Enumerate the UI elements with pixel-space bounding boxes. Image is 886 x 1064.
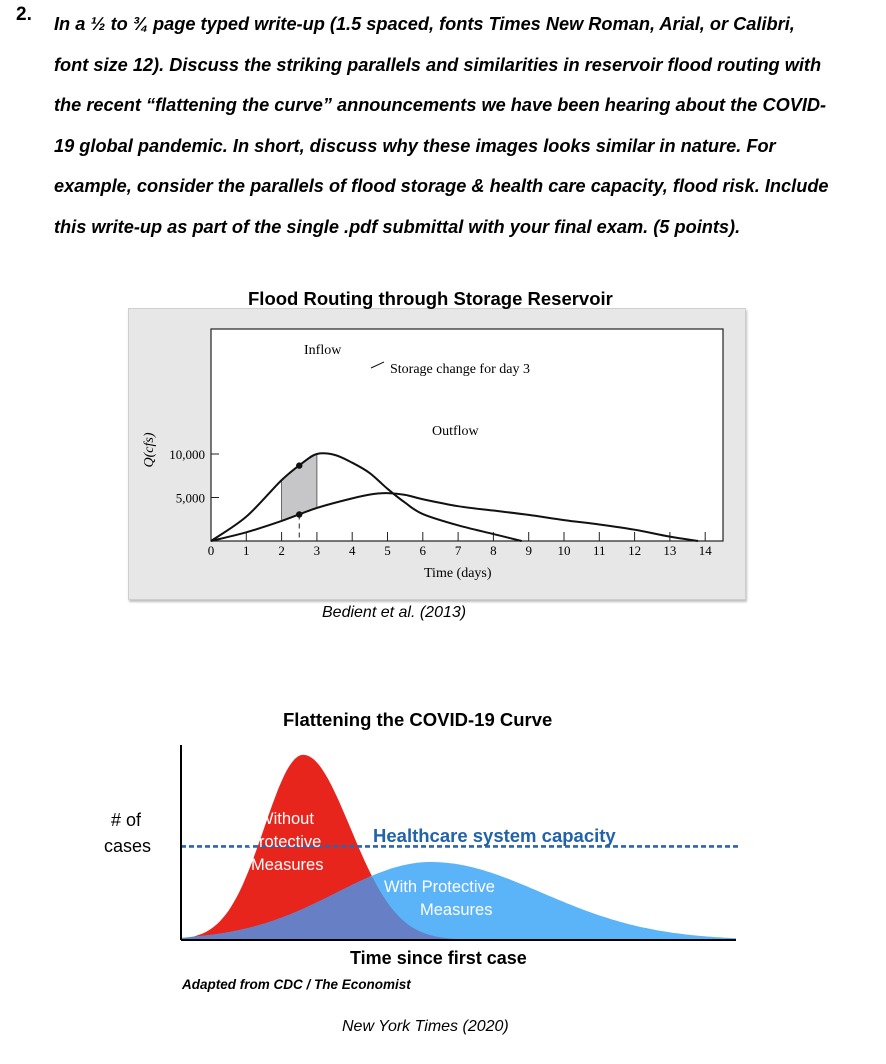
- x-tick-label: 12: [628, 543, 642, 558]
- x-tick-label: 14: [698, 543, 712, 558]
- x-tick-label: 10: [557, 543, 571, 558]
- inflow-marker: [296, 462, 302, 468]
- x-tick-label: 0: [207, 543, 215, 558]
- question-line: In a ½ to ¾ page typed write-up (1.5 spaced, fonts Times New Roman, Arial, or Calibri,: [54, 14, 795, 34]
- question-line: font size 12). Discuss the striking parallels and similarities in reservoir flood routing with: [54, 54, 822, 75]
- capacity-label: Healthcare system capacity: [373, 825, 616, 846]
- x-tick-label: 7: [454, 543, 462, 558]
- question-text: [54, 4, 874, 247]
- x-tick-label: 8: [490, 543, 497, 558]
- x-tick-label: 4: [348, 543, 356, 558]
- outflow-marker: [296, 511, 302, 517]
- without-measures-label: Without: [258, 810, 314, 828]
- figure2-citation: New York Times (2020): [342, 1018, 509, 1035]
- y-axis-label: # of: [111, 810, 142, 830]
- x-tick-label: 2: [278, 543, 285, 558]
- source-note: Adapted from CDC / The Economist: [182, 977, 411, 992]
- outflow-label: Outflow: [432, 424, 479, 439]
- figure1-title: Flood Routing through Storage Reservoir: [248, 288, 613, 309]
- question-line: 19 global pandemic. In short, discuss why these images looks similar in nature. For: [54, 135, 776, 156]
- x-tick-label: 1: [243, 543, 250, 558]
- inflow-label: Inflow: [304, 343, 342, 358]
- x-tick-label: 13: [663, 543, 677, 558]
- storage-label: Storage change for day 3: [390, 362, 530, 377]
- y-axis-label: Q(cfs): [142, 432, 157, 468]
- flood-routing-chart: [128, 308, 744, 598]
- x-tick-label: 9: [525, 543, 532, 558]
- x-axis-label: Time since first case: [350, 948, 527, 968]
- covid-curve-chart: [0, 735, 886, 1015]
- question-line: the recent “flattening the curve” announcements we have been hearing about the COVID-: [54, 95, 827, 115]
- question-number: 2.: [16, 4, 32, 25]
- x-tick-label: 11: [593, 543, 606, 558]
- x-tick-label: 6: [419, 543, 427, 558]
- y-axis-label: cases: [104, 836, 152, 856]
- without-measures-label: Protective: [248, 833, 322, 851]
- question-line: this write-up as part of the single .pdf submittal with your final exam. (5 points).: [54, 216, 741, 237]
- without-measures-label: Measures: [251, 856, 324, 874]
- x-tick-label: 3: [313, 543, 321, 558]
- figure1-citation: Bedient et al. (2013): [322, 604, 467, 621]
- question-line: example, consider the parallels of flood storage & health care capacity, flood risk. Include: [54, 176, 829, 196]
- with-measures-label: Measures: [420, 901, 493, 919]
- figure2-title: Flattening the COVID-19 Curve: [283, 709, 553, 730]
- x-tick-label: 5: [384, 543, 391, 558]
- y-tick-label: 10,000: [169, 447, 205, 462]
- with-measures-label: With Protective: [384, 878, 495, 896]
- x-axis-label: Time (days): [424, 566, 492, 581]
- y-tick-label: 5,000: [175, 490, 205, 506]
